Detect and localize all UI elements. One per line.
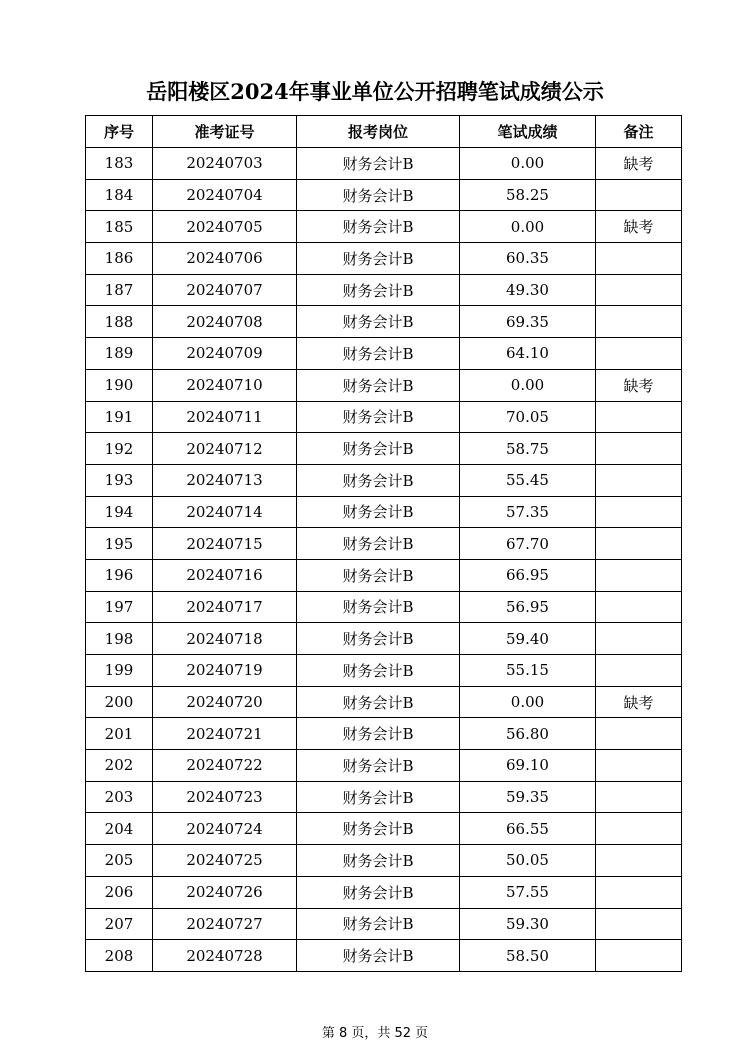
cell-score: 0.00 bbox=[460, 148, 596, 180]
cell-score: 49.30 bbox=[460, 274, 596, 306]
cell-ticket-number: 20240724 bbox=[153, 813, 297, 845]
cell-seq: 206 bbox=[86, 876, 153, 908]
cell-ticket-number: 20240710 bbox=[153, 369, 297, 401]
cell-score: 59.40 bbox=[460, 623, 596, 655]
cell-position: 财务会计B bbox=[297, 179, 460, 211]
cell-ticket-number: 20240714 bbox=[153, 496, 297, 528]
cell-score: 56.80 bbox=[460, 718, 596, 750]
table-row bbox=[86, 211, 682, 243]
cell-position: 财务会计B bbox=[297, 908, 460, 940]
cell-remark: 缺考 bbox=[596, 148, 682, 180]
score-table bbox=[85, 115, 682, 972]
cell-position: 财务会计B bbox=[297, 845, 460, 877]
cell-ticket-number: 20240715 bbox=[153, 528, 297, 560]
cell-ticket-number: 20240716 bbox=[153, 559, 297, 591]
cell-seq: 200 bbox=[86, 686, 153, 718]
cell-position: 财务会计B bbox=[297, 686, 460, 718]
cell-score: 55.45 bbox=[460, 464, 596, 496]
table-row bbox=[86, 496, 682, 528]
cell-ticket-number: 20240726 bbox=[153, 876, 297, 908]
cell-remark bbox=[596, 179, 682, 211]
cell-position: 财务会计B bbox=[297, 750, 460, 782]
cell-seq: 202 bbox=[86, 750, 153, 782]
cell-seq: 203 bbox=[86, 781, 153, 813]
cell-remark bbox=[596, 876, 682, 908]
cell-remark bbox=[596, 401, 682, 433]
cell-score: 58.75 bbox=[460, 433, 596, 465]
table-row bbox=[86, 243, 682, 275]
page-footer: 第 8 页，共 52 页 bbox=[321, 1026, 429, 1041]
table-row bbox=[86, 306, 682, 338]
cell-remark bbox=[596, 338, 682, 370]
cell-ticket-number: 20240711 bbox=[153, 401, 297, 433]
table-row bbox=[86, 338, 682, 370]
cell-seq: 185 bbox=[86, 211, 153, 243]
cell-position: 财务会计B bbox=[297, 559, 460, 591]
table-row bbox=[86, 845, 682, 877]
cell-ticket-number: 20240706 bbox=[153, 243, 297, 275]
cell-ticket-number: 20240712 bbox=[153, 433, 297, 465]
cell-seq: 195 bbox=[86, 528, 153, 560]
cell-remark bbox=[596, 781, 682, 813]
cell-remark bbox=[596, 908, 682, 940]
cell-position: 财务会计B bbox=[297, 338, 460, 370]
cell-ticket-number: 20240708 bbox=[153, 306, 297, 338]
cell-seq: 186 bbox=[86, 243, 153, 275]
cell-remark bbox=[596, 750, 682, 782]
cell-remark bbox=[596, 243, 682, 275]
cell-score: 66.55 bbox=[460, 813, 596, 845]
cell-remark bbox=[596, 464, 682, 496]
table-row bbox=[86, 908, 682, 940]
cell-score: 60.35 bbox=[460, 243, 596, 275]
cell-seq: 188 bbox=[86, 306, 153, 338]
table-row bbox=[86, 750, 682, 782]
cell-score: 58.25 bbox=[460, 179, 596, 211]
cell-position: 财务会计B bbox=[297, 876, 460, 908]
cell-remark bbox=[596, 528, 682, 560]
cell-score: 67.70 bbox=[460, 528, 596, 560]
cell-remark bbox=[596, 559, 682, 591]
cell-position: 财务会计B bbox=[297, 940, 460, 972]
cell-seq: 184 bbox=[86, 179, 153, 211]
table-row bbox=[86, 401, 682, 433]
cell-ticket-number: 20240707 bbox=[153, 274, 297, 306]
cell-seq: 198 bbox=[86, 623, 153, 655]
cell-seq: 192 bbox=[86, 433, 153, 465]
cell-position: 财务会计B bbox=[297, 306, 460, 338]
cell-ticket-number: 20240725 bbox=[153, 845, 297, 877]
cell-score: 0.00 bbox=[460, 686, 596, 718]
cell-seq: 191 bbox=[86, 401, 153, 433]
cell-remark: 缺考 bbox=[596, 369, 682, 401]
table-row bbox=[86, 591, 682, 623]
cell-position: 财务会计B bbox=[297, 401, 460, 433]
cell-score: 66.95 bbox=[460, 559, 596, 591]
cell-position: 财务会计B bbox=[297, 496, 460, 528]
cell-score: 55.15 bbox=[460, 655, 596, 687]
cell-remark bbox=[596, 655, 682, 687]
header-position: 报考岗位 bbox=[297, 116, 460, 148]
cell-remark bbox=[596, 496, 682, 528]
table-row bbox=[86, 464, 682, 496]
table-row bbox=[86, 940, 682, 972]
table-row bbox=[86, 179, 682, 211]
cell-seq: 190 bbox=[86, 369, 153, 401]
cell-remark bbox=[596, 306, 682, 338]
table-row bbox=[86, 274, 682, 306]
header-remark: 备注 bbox=[596, 116, 682, 148]
cell-position: 财务会计B bbox=[297, 528, 460, 560]
cell-score: 69.10 bbox=[460, 750, 596, 782]
table-row bbox=[86, 781, 682, 813]
cell-score: 57.55 bbox=[460, 876, 596, 908]
cell-ticket-number: 20240727 bbox=[153, 908, 297, 940]
cell-ticket-number: 20240718 bbox=[153, 623, 297, 655]
table-row bbox=[86, 813, 682, 845]
header-score: 笔试成绩 bbox=[460, 116, 596, 148]
cell-position: 财务会计B bbox=[297, 813, 460, 845]
cell-position: 财务会计B bbox=[297, 781, 460, 813]
cell-remark bbox=[596, 813, 682, 845]
cell-seq: 201 bbox=[86, 718, 153, 750]
cell-remark: 缺考 bbox=[596, 211, 682, 243]
cell-ticket-number: 20240719 bbox=[153, 655, 297, 687]
cell-score: 56.95 bbox=[460, 591, 596, 623]
cell-remark: 缺考 bbox=[596, 686, 682, 718]
cell-position: 财务会计B bbox=[297, 718, 460, 750]
table-header-row bbox=[86, 116, 682, 148]
table-row bbox=[86, 686, 682, 718]
cell-seq: 208 bbox=[86, 940, 153, 972]
cell-position: 财务会计B bbox=[297, 243, 460, 275]
cell-position: 财务会计B bbox=[297, 211, 460, 243]
cell-score: 57.35 bbox=[460, 496, 596, 528]
cell-seq: 189 bbox=[86, 338, 153, 370]
cell-score: 0.00 bbox=[460, 369, 596, 401]
cell-ticket-number: 20240704 bbox=[153, 179, 297, 211]
table-row bbox=[86, 623, 682, 655]
cell-seq: 207 bbox=[86, 908, 153, 940]
cell-ticket-number: 20240705 bbox=[153, 211, 297, 243]
cell-seq: 196 bbox=[86, 559, 153, 591]
cell-seq: 183 bbox=[86, 148, 153, 180]
cell-remark bbox=[596, 940, 682, 972]
table-row bbox=[86, 559, 682, 591]
cell-seq: 204 bbox=[86, 813, 153, 845]
cell-position: 财务会计B bbox=[297, 623, 460, 655]
table-body bbox=[86, 148, 682, 972]
cell-seq: 199 bbox=[86, 655, 153, 687]
cell-score: 0.00 bbox=[460, 211, 596, 243]
cell-ticket-number: 20240728 bbox=[153, 940, 297, 972]
cell-seq: 193 bbox=[86, 464, 153, 496]
cell-remark bbox=[596, 433, 682, 465]
table-row bbox=[86, 148, 682, 180]
cell-position: 财务会计B bbox=[297, 464, 460, 496]
cell-score: 50.05 bbox=[460, 845, 596, 877]
table-row bbox=[86, 718, 682, 750]
cell-position: 财务会计B bbox=[297, 591, 460, 623]
cell-ticket-number: 20240720 bbox=[153, 686, 297, 718]
header-ticket-number: 准考证号 bbox=[153, 116, 297, 148]
table-row bbox=[86, 655, 682, 687]
cell-seq: 187 bbox=[86, 274, 153, 306]
cell-position: 财务会计B bbox=[297, 148, 460, 180]
table-row bbox=[86, 876, 682, 908]
cell-score: 64.10 bbox=[460, 338, 596, 370]
cell-score: 69.35 bbox=[460, 306, 596, 338]
cell-score: 59.30 bbox=[460, 908, 596, 940]
cell-remark bbox=[596, 623, 682, 655]
cell-seq: 194 bbox=[86, 496, 153, 528]
cell-position: 财务会计B bbox=[297, 369, 460, 401]
header-seq: 序号 bbox=[86, 116, 153, 148]
table-row bbox=[86, 369, 682, 401]
cell-remark bbox=[596, 845, 682, 877]
cell-remark bbox=[596, 274, 682, 306]
cell-ticket-number: 20240713 bbox=[153, 464, 297, 496]
cell-position: 财务会计B bbox=[297, 655, 460, 687]
cell-remark bbox=[596, 718, 682, 750]
cell-ticket-number: 20240717 bbox=[153, 591, 297, 623]
table-row bbox=[86, 433, 682, 465]
cell-ticket-number: 20240709 bbox=[153, 338, 297, 370]
cell-ticket-number: 20240722 bbox=[153, 750, 297, 782]
cell-score: 70.05 bbox=[460, 401, 596, 433]
cell-score: 59.35 bbox=[460, 781, 596, 813]
cell-ticket-number: 20240703 bbox=[153, 148, 297, 180]
cell-seq: 197 bbox=[86, 591, 153, 623]
cell-ticket-number: 20240721 bbox=[153, 718, 297, 750]
cell-score: 58.50 bbox=[460, 940, 596, 972]
table-row bbox=[86, 528, 682, 560]
cell-ticket-number: 20240723 bbox=[153, 781, 297, 813]
cell-position: 财务会计B bbox=[297, 433, 460, 465]
cell-seq: 205 bbox=[86, 845, 153, 877]
cell-position: 财务会计B bbox=[297, 274, 460, 306]
page-title: 岳阳楼区2024年事业单位公开招聘笔试成绩公示 bbox=[146, 79, 604, 104]
cell-remark bbox=[596, 591, 682, 623]
